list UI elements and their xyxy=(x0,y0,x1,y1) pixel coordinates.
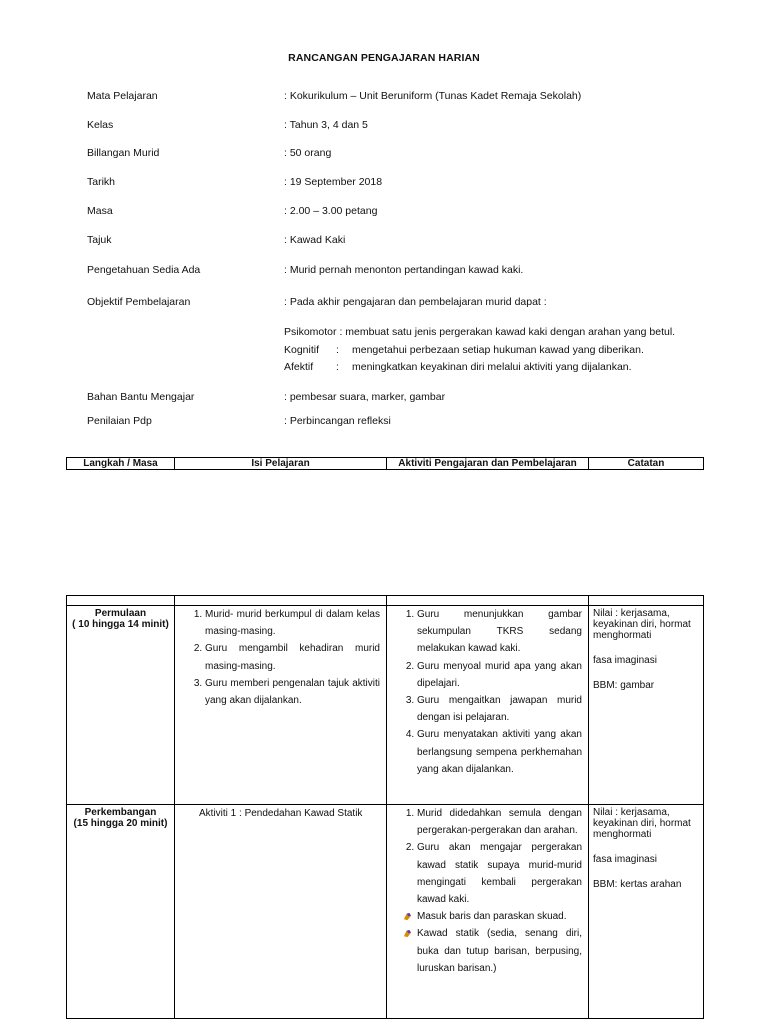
info-label: Bahan Bantu Mengajar xyxy=(87,391,195,403)
info-label: Billangan Murid xyxy=(87,147,160,159)
column-header-content: Isi Pelajaran xyxy=(175,458,387,470)
info-label: Objektif Pembelajaran xyxy=(87,296,191,308)
list-item: 3. Guru memberi pengenalan tajuk aktiviti yang akan dijalankan. xyxy=(205,675,386,709)
info-value: : Murid pernah menonton pertandingan kawad kaki. xyxy=(284,264,524,276)
table-row-permulaan xyxy=(67,606,704,805)
notes-cell xyxy=(589,805,704,1019)
objective-kognitif xyxy=(284,344,644,356)
info-value: : 2.00 – 3.00 petang xyxy=(284,205,378,217)
objective-domain: Afektif xyxy=(284,361,314,373)
objective-afektif xyxy=(284,361,632,373)
info-label: Mata Pelajaran xyxy=(87,90,158,102)
bullet-item xyxy=(417,908,588,925)
note-phase: fasa imaginasi xyxy=(593,854,657,865)
activities-list xyxy=(387,805,588,908)
stage-name: Perkembangan xyxy=(84,807,157,818)
pointer-bullet-icon xyxy=(403,912,412,921)
content-text: Aktiviti 1 : Pendedahan Kawad Statik xyxy=(199,808,363,819)
list-item: 1. Murid didedahkan semula dengan pergerakan-pergerakan dan arahan. xyxy=(417,805,588,839)
note-values: Nilai : kerjasama, keyakinan diri, hormat menghormati xyxy=(593,608,691,641)
info-label: Penilaian Pdp xyxy=(87,415,152,427)
bullet-text: Kawad statik (sedia, senang diri, buka dan tutup barisan, berpusing, luruskan barisan.) xyxy=(417,928,582,974)
info-label: Tarikh xyxy=(87,176,116,188)
bullet-item xyxy=(417,925,588,977)
note-bbm: BBM: gambar xyxy=(593,680,655,691)
notes-cell xyxy=(589,606,704,805)
column-header-activities: Aktiviti Pengajaran dan Pembelajaran xyxy=(387,458,589,470)
note-values: Nilai : kerjasama, keyakinan diri, hormat menghormati xyxy=(593,807,691,840)
info-value: : pembesar suara, marker, gambar xyxy=(284,391,446,403)
stage-cell xyxy=(67,805,175,1019)
info-value: : 19 September 2018 xyxy=(284,176,383,188)
list-item: 1. Murid- murid berkumpul di dalam kelas masing-masing. xyxy=(205,606,386,640)
objective-psikomotor xyxy=(284,326,675,338)
list-item: 4. Guru menyatakan aktiviti yang akan berlangsung sempena perkhemahan yang akan dijalankan. xyxy=(417,726,588,778)
content-cell xyxy=(175,805,387,1019)
bullet-text: Masuk baris dan paraskan skuad. xyxy=(417,911,567,923)
stage-cell xyxy=(67,606,175,805)
table-row-perkembangan xyxy=(67,805,704,1019)
bullet-list xyxy=(387,908,588,977)
objective-text: meningkatkan keyakinan diri melalui aktiviti yang dijalankan. xyxy=(352,361,632,373)
column-header-notes: Catatan xyxy=(589,458,704,470)
info-value: : 50 orang xyxy=(284,147,332,159)
info-value: : Perbincangan refleksi xyxy=(284,415,391,427)
note-phase: fasa imaginasi xyxy=(593,655,657,666)
list-item: 1. Guru menunjukkan gambar sekumpulan TKRS sedang melakukan kawad kaki. xyxy=(417,606,588,658)
objective-sep: : xyxy=(336,344,339,356)
activities-cell xyxy=(387,805,589,1019)
lesson-info xyxy=(0,0,768,440)
list-item: 2. Guru akan mengajar pergerakan kawad statik supaya murid-murid mengingati kembali pergerakan kawad kaki. xyxy=(417,839,588,908)
info-label: Masa xyxy=(87,205,113,217)
objective-text: mengetahui perbezaan setiap hukuman kawad yang diberikan. xyxy=(352,344,644,356)
info-label: Kelas xyxy=(87,119,114,131)
info-label: Pengetahuan Sedia Ada xyxy=(87,264,201,276)
info-label: Tajuk xyxy=(87,234,112,246)
list-item: 3. Guru mengaitkan jawapan murid dengan isi pelajaran. xyxy=(417,692,588,726)
stage-name: Permulaan xyxy=(94,608,147,619)
lesson-table xyxy=(66,595,704,1019)
column-header-steps: Langkah / Masa xyxy=(67,458,175,470)
info-value: : Tahun 3, 4 dan 5 xyxy=(284,119,368,131)
pointer-bullet-icon xyxy=(403,929,412,938)
objective-domain: Kognitif xyxy=(284,344,320,356)
info-value: : Pada akhir pengajaran dan pembelajaran murid dapat : xyxy=(284,296,547,308)
lesson-table-header xyxy=(66,457,704,470)
table-row-blank xyxy=(67,596,704,606)
activities-cell xyxy=(387,606,589,805)
list-item: 2. Guru menyoal murid apa yang akan dipelajari. xyxy=(417,658,588,692)
content-cell xyxy=(175,606,387,805)
stage-time: (15 hingga 20 minit) xyxy=(73,818,168,829)
objective-domain: Psikomotor xyxy=(284,326,337,338)
objective-sep: : xyxy=(336,361,339,373)
stage-time: ( 10 hingga 14 minit) xyxy=(72,619,169,630)
list-item: 2. Guru mengambil kehadiran murid masing-masing. xyxy=(205,640,386,674)
content-list xyxy=(175,606,386,709)
activities-list xyxy=(387,606,588,778)
document-title: RANCANGAN PENGAJARAN HARIAN xyxy=(288,52,480,64)
info-value: : Kokurikulum – Unit Beruniform (Tunas Kadet Remaja Sekolah) xyxy=(284,90,582,102)
note-bbm: BBM: kertas arahan xyxy=(593,879,682,890)
info-value: : Kawad Kaki xyxy=(284,234,346,246)
objective-text: membuat satu jenis pergerakan kawad kaki dengan arahan yang betul. xyxy=(345,326,676,338)
objective-sep: : xyxy=(339,326,343,338)
